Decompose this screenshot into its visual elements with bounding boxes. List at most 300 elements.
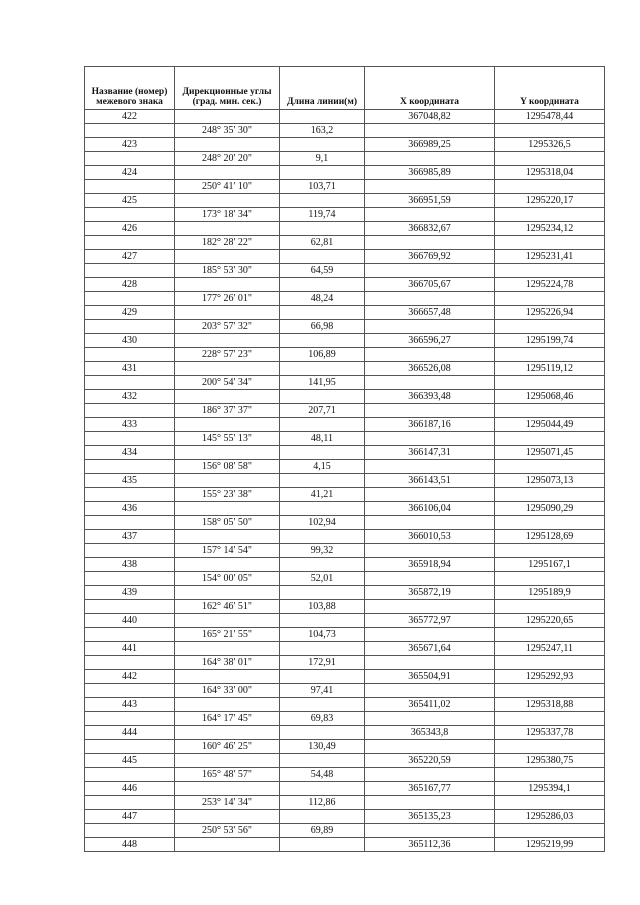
empty-cell <box>175 754 280 768</box>
point-name: 447 <box>85 810 175 824</box>
empty-cell <box>495 740 605 754</box>
empty-cell <box>175 502 280 516</box>
point-row <box>85 754 605 768</box>
empty-cell <box>175 222 280 236</box>
line-length: 141,95 <box>280 376 365 390</box>
segment-row <box>85 432 605 446</box>
empty-cell <box>495 684 605 698</box>
point-name: 429 <box>85 306 175 320</box>
empty-cell <box>495 376 605 390</box>
y-coordinate: 1295292,93 <box>495 670 605 684</box>
empty-cell <box>280 642 365 656</box>
y-coordinate: 1295234,12 <box>495 222 605 236</box>
y-coordinate: 1295318,88 <box>495 698 605 712</box>
direction-angle: 156° 08' 58" <box>175 460 280 474</box>
x-coordinate: 366010,53 <box>365 530 495 544</box>
empty-cell <box>175 166 280 180</box>
direction-angle: 250° 41' 10" <box>175 180 280 194</box>
empty-cell <box>175 586 280 600</box>
empty-cell <box>175 614 280 628</box>
y-coordinate: 1295220,17 <box>495 194 605 208</box>
empty-cell <box>495 516 605 530</box>
empty-cell <box>280 838 365 852</box>
point-row <box>85 642 605 656</box>
point-row <box>85 698 605 712</box>
x-coordinate: 366147,31 <box>365 446 495 460</box>
line-length: 41,21 <box>280 488 365 502</box>
segment-row <box>85 656 605 670</box>
point-name: 444 <box>85 726 175 740</box>
point-row <box>85 474 605 488</box>
segment-row <box>85 684 605 698</box>
header-name: Название (номер) межевого знака <box>85 67 175 110</box>
x-coordinate: 366143,51 <box>365 474 495 488</box>
empty-cell <box>280 530 365 544</box>
line-length: 99,32 <box>280 544 365 558</box>
line-length: 130,49 <box>280 740 365 754</box>
empty-cell <box>365 572 495 586</box>
segment-row <box>85 208 605 222</box>
direction-angle: 185° 53' 30" <box>175 264 280 278</box>
empty-cell <box>85 236 175 250</box>
direction-angle: 250° 53' 56" <box>175 824 280 838</box>
empty-cell <box>495 796 605 810</box>
point-row <box>85 166 605 180</box>
line-length: 64,59 <box>280 264 365 278</box>
segment-row <box>85 516 605 530</box>
empty-cell <box>280 278 365 292</box>
x-coordinate: 365504,91 <box>365 670 495 684</box>
empty-cell <box>280 558 365 572</box>
x-coordinate: 366187,16 <box>365 418 495 432</box>
empty-cell <box>280 390 365 404</box>
direction-angle: 164° 38' 01" <box>175 656 280 670</box>
empty-cell <box>175 138 280 152</box>
empty-cell <box>85 320 175 334</box>
y-coordinate: 1295224,78 <box>495 278 605 292</box>
point-row <box>85 138 605 152</box>
point-name: 424 <box>85 166 175 180</box>
y-coordinate: 1295189,9 <box>495 586 605 600</box>
point-row <box>85 782 605 796</box>
header-x: X координата <box>365 67 495 110</box>
empty-cell <box>175 418 280 432</box>
x-coordinate: 365671,64 <box>365 642 495 656</box>
x-coordinate: 367048,82 <box>365 110 495 124</box>
empty-cell <box>365 460 495 474</box>
empty-cell <box>495 824 605 838</box>
point-row <box>85 446 605 460</box>
x-coordinate: 366832,67 <box>365 222 495 236</box>
segment-row <box>85 180 605 194</box>
point-row <box>85 670 605 684</box>
line-length: 106,89 <box>280 348 365 362</box>
empty-cell <box>365 320 495 334</box>
segment-row <box>85 236 605 250</box>
empty-cell <box>280 222 365 236</box>
y-coordinate: 1295220,65 <box>495 614 605 628</box>
empty-cell <box>175 726 280 740</box>
header-angle: Дирекционные углы (град. мин. сек.) <box>175 67 280 110</box>
point-name: 436 <box>85 502 175 516</box>
empty-cell <box>280 586 365 600</box>
direction-angle: 164° 17' 45" <box>175 712 280 726</box>
point-row <box>85 418 605 432</box>
segment-row <box>85 796 605 810</box>
x-coordinate: 366769,92 <box>365 250 495 264</box>
point-name: 423 <box>85 138 175 152</box>
segment-row <box>85 292 605 306</box>
empty-cell <box>280 754 365 768</box>
empty-cell <box>85 292 175 306</box>
point-row <box>85 250 605 264</box>
empty-cell <box>280 726 365 740</box>
point-row <box>85 362 605 376</box>
point-name: 441 <box>85 642 175 656</box>
empty-cell <box>85 124 175 138</box>
direction-angle: 253° 14' 34" <box>175 796 280 810</box>
empty-cell <box>495 124 605 138</box>
line-length: 207,71 <box>280 404 365 418</box>
empty-cell <box>365 236 495 250</box>
y-coordinate: 1295478,44 <box>495 110 605 124</box>
y-coordinate: 1295394,1 <box>495 782 605 796</box>
empty-cell <box>175 782 280 796</box>
x-coordinate: 365343,8 <box>365 726 495 740</box>
empty-cell <box>495 600 605 614</box>
x-coordinate: 365772,97 <box>365 614 495 628</box>
empty-cell <box>495 348 605 362</box>
segment-row <box>85 600 605 614</box>
direction-angle: 186° 37' 37" <box>175 404 280 418</box>
x-coordinate: 365220,59 <box>365 754 495 768</box>
empty-cell <box>85 152 175 166</box>
y-coordinate: 1295247,11 <box>495 642 605 656</box>
empty-cell <box>365 376 495 390</box>
y-coordinate: 1295071,45 <box>495 446 605 460</box>
y-coordinate: 1295326,5 <box>495 138 605 152</box>
empty-cell <box>175 642 280 656</box>
segment-row <box>85 320 605 334</box>
direction-angle: 162° 46' 51" <box>175 600 280 614</box>
direction-angle: 203° 57' 32" <box>175 320 280 334</box>
direction-angle: 248° 20' 20" <box>175 152 280 166</box>
x-coordinate: 366526,08 <box>365 362 495 376</box>
point-name: 435 <box>85 474 175 488</box>
empty-cell <box>280 166 365 180</box>
x-coordinate: 365411,02 <box>365 698 495 712</box>
empty-cell <box>495 460 605 474</box>
header-length: Длина линии(м) <box>280 67 365 110</box>
direction-angle: 165° 21' 55" <box>175 628 280 642</box>
direction-angle: 160° 46' 25" <box>175 740 280 754</box>
direction-angle: 158° 05' 50" <box>175 516 280 530</box>
line-length: 69,83 <box>280 712 365 726</box>
empty-cell <box>175 362 280 376</box>
direction-angle: 157° 14' 54" <box>175 544 280 558</box>
empty-cell <box>85 796 175 810</box>
point-name: 445 <box>85 754 175 768</box>
empty-cell <box>495 152 605 166</box>
empty-cell <box>365 292 495 306</box>
empty-cell <box>280 474 365 488</box>
empty-cell <box>495 236 605 250</box>
segment-row <box>85 488 605 502</box>
point-row <box>85 110 605 124</box>
empty-cell <box>175 838 280 852</box>
empty-cell <box>85 348 175 362</box>
empty-cell <box>175 530 280 544</box>
empty-cell <box>365 628 495 642</box>
point-row <box>85 390 605 404</box>
empty-cell <box>280 670 365 684</box>
empty-cell <box>280 194 365 208</box>
x-coordinate: 366985,89 <box>365 166 495 180</box>
boundary-coordinates-table <box>84 66 605 852</box>
point-name: 432 <box>85 390 175 404</box>
line-length: 48,24 <box>280 292 365 306</box>
empty-cell <box>280 306 365 320</box>
x-coordinate: 365135,23 <box>365 810 495 824</box>
empty-cell <box>495 404 605 418</box>
point-name: 422 <box>85 110 175 124</box>
empty-cell <box>85 208 175 222</box>
segment-row <box>85 740 605 754</box>
empty-cell <box>495 628 605 642</box>
empty-cell <box>365 432 495 446</box>
empty-cell <box>495 572 605 586</box>
empty-cell <box>495 544 605 558</box>
y-coordinate: 1295090,29 <box>495 502 605 516</box>
empty-cell <box>280 418 365 432</box>
y-coordinate: 1295380,75 <box>495 754 605 768</box>
point-name: 438 <box>85 558 175 572</box>
y-coordinate: 1295128,69 <box>495 530 605 544</box>
point-row <box>85 222 605 236</box>
segment-row <box>85 376 605 390</box>
empty-cell <box>365 152 495 166</box>
point-name: 430 <box>85 334 175 348</box>
line-length: 62,81 <box>280 236 365 250</box>
segment-row <box>85 544 605 558</box>
y-coordinate: 1295286,03 <box>495 810 605 824</box>
empty-cell <box>85 572 175 586</box>
y-coordinate: 1295073,13 <box>495 474 605 488</box>
line-length: 66,98 <box>280 320 365 334</box>
line-length: 48,11 <box>280 432 365 446</box>
direction-angle: 228° 57' 23" <box>175 348 280 362</box>
point-name: 440 <box>85 614 175 628</box>
point-name: 426 <box>85 222 175 236</box>
empty-cell <box>280 362 365 376</box>
point-row <box>85 334 605 348</box>
empty-cell <box>85 824 175 838</box>
line-length: 54,48 <box>280 768 365 782</box>
y-coordinate: 1295231,41 <box>495 250 605 264</box>
line-length: 104,73 <box>280 628 365 642</box>
empty-cell <box>365 544 495 558</box>
line-length: 163,2 <box>280 124 365 138</box>
empty-cell <box>280 250 365 264</box>
point-name: 437 <box>85 530 175 544</box>
point-name: 433 <box>85 418 175 432</box>
empty-cell <box>280 698 365 712</box>
empty-cell <box>175 194 280 208</box>
point-name: 428 <box>85 278 175 292</box>
line-length: 103,71 <box>280 180 365 194</box>
x-coordinate: 366596,27 <box>365 334 495 348</box>
empty-cell <box>85 460 175 474</box>
line-length: 4,15 <box>280 460 365 474</box>
empty-cell <box>365 404 495 418</box>
empty-cell <box>175 474 280 488</box>
empty-cell <box>280 614 365 628</box>
empty-cell <box>175 334 280 348</box>
point-name: 443 <box>85 698 175 712</box>
empty-cell <box>175 698 280 712</box>
empty-cell <box>280 502 365 516</box>
empty-cell <box>175 306 280 320</box>
empty-cell <box>85 628 175 642</box>
empty-cell <box>365 796 495 810</box>
empty-cell <box>85 376 175 390</box>
empty-cell <box>175 670 280 684</box>
empty-cell <box>365 180 495 194</box>
point-row <box>85 726 605 740</box>
line-length: 52,01 <box>280 572 365 586</box>
x-coordinate: 365112,36 <box>365 838 495 852</box>
empty-cell <box>495 656 605 670</box>
x-coordinate: 366393,48 <box>365 390 495 404</box>
direction-angle: 165° 48' 57" <box>175 768 280 782</box>
point-name: 442 <box>85 670 175 684</box>
segment-row <box>85 824 605 838</box>
header-row <box>85 67 605 110</box>
line-length: 97,41 <box>280 684 365 698</box>
segment-row <box>85 348 605 362</box>
empty-cell <box>495 180 605 194</box>
x-coordinate: 365167,77 <box>365 782 495 796</box>
segment-row <box>85 572 605 586</box>
x-coordinate: 365872,19 <box>365 586 495 600</box>
line-length: 112,86 <box>280 796 365 810</box>
empty-cell <box>85 740 175 754</box>
y-coordinate: 1295068,46 <box>495 390 605 404</box>
empty-cell <box>365 488 495 502</box>
empty-cell <box>85 768 175 782</box>
empty-cell <box>495 768 605 782</box>
x-coordinate: 366106,04 <box>365 502 495 516</box>
point-row <box>85 502 605 516</box>
y-coordinate: 1295219,99 <box>495 838 605 852</box>
empty-cell <box>85 404 175 418</box>
point-row <box>85 810 605 824</box>
empty-cell <box>365 824 495 838</box>
empty-cell <box>495 712 605 726</box>
y-coordinate: 1295119,12 <box>495 362 605 376</box>
empty-cell <box>280 334 365 348</box>
point-name: 439 <box>85 586 175 600</box>
y-coordinate: 1295226,94 <box>495 306 605 320</box>
point-row <box>85 306 605 320</box>
x-coordinate: 366657,48 <box>365 306 495 320</box>
empty-cell <box>495 488 605 502</box>
direction-angle: 155° 23' 38" <box>175 488 280 502</box>
empty-cell <box>365 600 495 614</box>
y-coordinate: 1295167,1 <box>495 558 605 572</box>
x-coordinate: 366951,59 <box>365 194 495 208</box>
y-coordinate: 1295318,04 <box>495 166 605 180</box>
point-name: 448 <box>85 838 175 852</box>
empty-cell <box>280 110 365 124</box>
line-length: 69,89 <box>280 824 365 838</box>
direction-angle: 154° 00' 05" <box>175 572 280 586</box>
segment-row <box>85 628 605 642</box>
y-coordinate: 1295199,74 <box>495 334 605 348</box>
empty-cell <box>365 264 495 278</box>
point-row <box>85 278 605 292</box>
empty-cell <box>365 516 495 530</box>
empty-cell <box>85 488 175 502</box>
empty-cell <box>365 768 495 782</box>
empty-cell <box>85 684 175 698</box>
direction-angle: 164° 33' 00" <box>175 684 280 698</box>
empty-cell <box>365 740 495 754</box>
empty-cell <box>85 712 175 726</box>
empty-cell <box>175 250 280 264</box>
line-length: 119,74 <box>280 208 365 222</box>
point-name: 425 <box>85 194 175 208</box>
empty-cell <box>495 292 605 306</box>
empty-cell <box>495 208 605 222</box>
segment-row <box>85 768 605 782</box>
empty-cell <box>85 180 175 194</box>
point-row <box>85 586 605 600</box>
empty-cell <box>280 782 365 796</box>
empty-cell <box>175 810 280 824</box>
line-length: 172,91 <box>280 656 365 670</box>
direction-angle: 248° 35' 30" <box>175 124 280 138</box>
line-length: 9,1 <box>280 152 365 166</box>
direction-angle: 200° 54' 34" <box>175 376 280 390</box>
empty-cell <box>175 390 280 404</box>
empty-cell <box>495 432 605 446</box>
y-coordinate: 1295337,78 <box>495 726 605 740</box>
segment-row <box>85 152 605 166</box>
y-coordinate: 1295044,49 <box>495 418 605 432</box>
empty-cell <box>495 320 605 334</box>
direction-angle: 173° 18' 34" <box>175 208 280 222</box>
direction-angle: 145° 55' 13" <box>175 432 280 446</box>
empty-cell <box>85 656 175 670</box>
point-row <box>85 614 605 628</box>
empty-cell <box>365 348 495 362</box>
empty-cell <box>495 264 605 278</box>
empty-cell <box>175 558 280 572</box>
point-row <box>85 194 605 208</box>
line-length: 102,94 <box>280 516 365 530</box>
empty-cell <box>85 516 175 530</box>
segment-row <box>85 404 605 418</box>
point-row <box>85 838 605 852</box>
empty-cell <box>365 684 495 698</box>
point-name: 431 <box>85 362 175 376</box>
segment-row <box>85 264 605 278</box>
direction-angle: 182° 28' 22" <box>175 236 280 250</box>
empty-cell <box>280 138 365 152</box>
point-name: 427 <box>85 250 175 264</box>
point-name: 434 <box>85 446 175 460</box>
